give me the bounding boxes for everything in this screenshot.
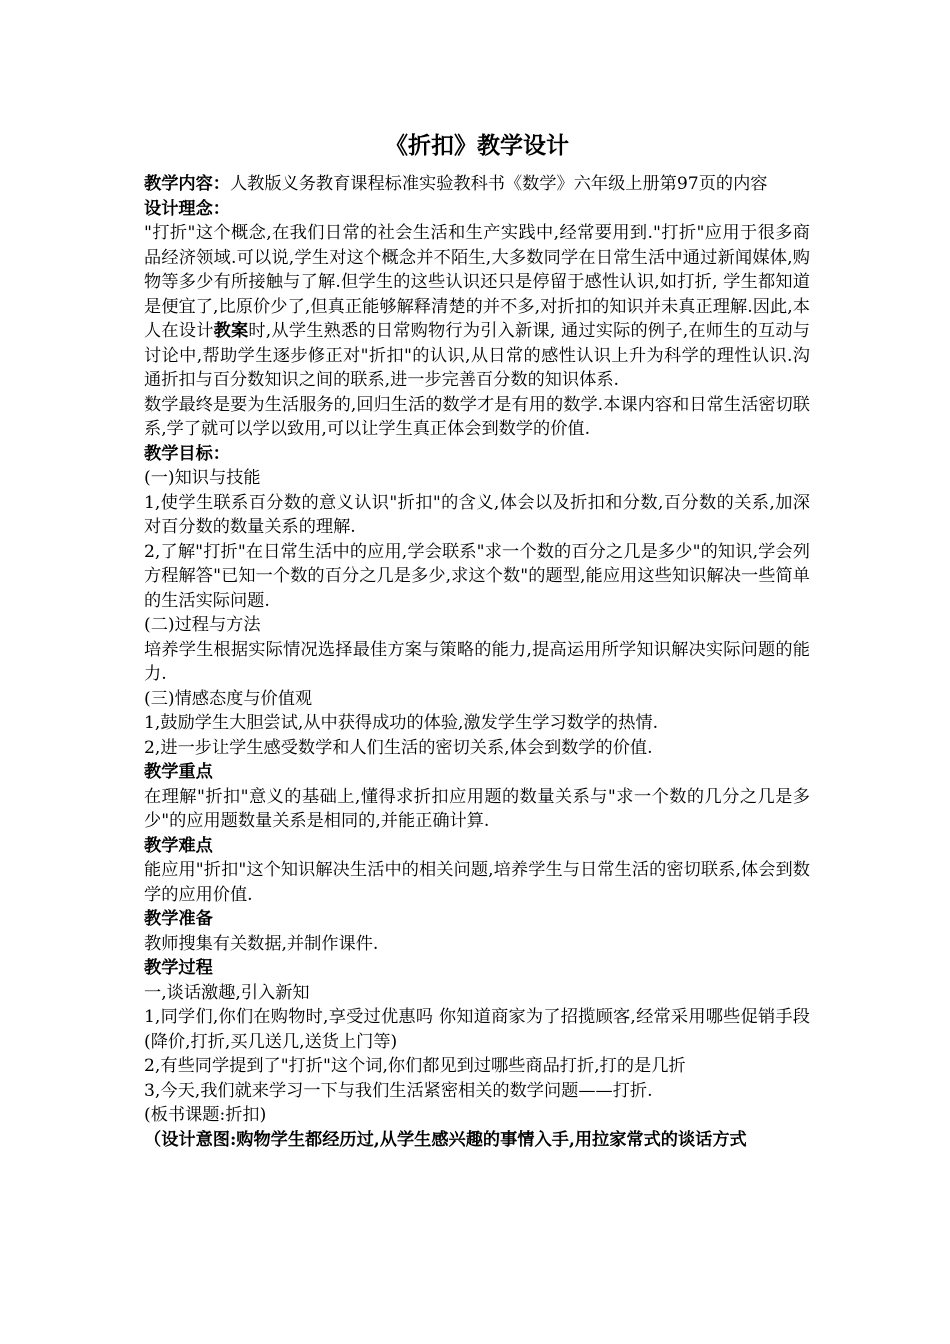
key-points-text: 在理解"折扣"意义的基础上,懂得求折扣应用题的数量关系与"求一个数的几分之几是多少"的应用题数量关系是相同的,并能正确计算. — [144, 786, 810, 831]
design-concept-paragraph-1 — [144, 221, 810, 393]
process-design-intent: （设计意图:购物学生都经历过,从学生感兴趣的事情入手,用拉家常式的谈话方式 — [144, 1129, 747, 1150]
key-points-heading: 教学重点 — [144, 762, 213, 782]
process-line-2: 1,同学们,你们在购物时,享受过优惠吗 你知道商家为了招揽顾客,经常采用哪些促销手段 (降价,打折,买几送几,送货上门等) — [144, 1007, 810, 1052]
document-page — [144, 130, 810, 1152]
goals-section-3-title: (三)情感态度与价值观 — [144, 688, 313, 709]
teaching-content — [144, 172, 810, 197]
goals-section-1-item-2: 2,了解"打折"在日常生活中的应用,学会联系"求一个数的百分之几是多少"的知识,学会列方程解答"已知一个数的百分之几是多少,求这个数"的题型,能应用这些知识解决一些简单的生活实际问题. — [144, 541, 810, 611]
design-concept-text-a: "打折"这个概念,在我们日常的社会生活和生产实践中,经常要用到."打折"应用于很多商品经济领域.可以说,学生对这个概念并不陌生,大多数同学在日常生活中通过新闻媒体,购物等多少有所接触与了解.但学生的这些认识还只是停留于感性认识,如打折, 学生都知道是便宜了,比原价少了,但真正能够解释清楚的并不多,对折扣的知识并未真正理解.因此,本人在设计 — [144, 223, 810, 341]
difficulty-text: 能应用"折扣"这个知识解决生活中的相关问题,培养学生与日常生活的密切联系,体会到数学的应用价值. — [144, 860, 810, 905]
teaching-goals-heading: 教学目标： — [144, 443, 230, 464]
goals-section-3-item-2: 2,进一步让学生感受数学和人们生活的密切关系,体会到数学的价值. — [144, 737, 653, 758]
preparation-text: 教师搜集有关数据,并制作课件. — [144, 933, 379, 954]
goals-section-1-item-1: 1,使学生联系百分数的意义认识"折扣"的含义,体会以及折扣和分数,百分数的关系,加深对百分数的数量关系的理解. — [144, 492, 810, 537]
process-line-5: (板书课题:折扣) — [144, 1105, 267, 1125]
goals-section-2-title: (二)过程与方法 — [144, 615, 261, 635]
document-title: 《折扣》教学设计 — [385, 132, 569, 159]
preparation-heading: 教学准备 — [144, 909, 213, 929]
design-concept-heading: 设计理念： — [144, 198, 230, 219]
process-line-3: 2,有些同学提到了"打折"这个词,你们都见到过哪些商品打折,打的是几折 — [144, 1056, 686, 1076]
goals-section-1-title: (一)知识与技能 — [144, 468, 261, 488]
difficulty-heading: 教学难点 — [144, 835, 213, 856]
process-line-4: 3,今天,我们就来学习一下与我们生活紧密相关的数学问题——打折. — [144, 1080, 653, 1101]
goals-section-2-item-1: 培养学生根据实际情况选择最佳方案与策略的能力,提高运用所学知识解决实际问题的能力. — [144, 639, 810, 684]
design-concept-text-b: 时,从学生熟悉的日常购物行为引入新课, 通过实际的例子,在师生的互动与讨论中,帮助学生逐步修正对"折扣"的认识,从日常的感性认识上升为科学的理性认识.沟通折扣与百分数知识之间的联系,进一步完善百分数的知识体系. — [144, 321, 810, 390]
teaching-content-label: 教学内容： — [144, 174, 230, 194]
goals-section-3-item-1: 1,鼓励学生大胆尝试,从中获得成功的体验,激发学生学习数学的热情. — [144, 713, 659, 733]
process-line-1: 一,谈话激趣,引入新知 — [144, 982, 310, 1003]
process-heading: 教学过程 — [144, 958, 213, 978]
design-concept-bold-word: 教案 — [213, 321, 249, 341]
design-concept-paragraph-2: 数学最终是要为生活服务的,回归生活的数学才是有用的数学.本课内容和日常生活密切联系,学了就可以学以致用,可以让学生真正体会到数学的价值. — [144, 394, 810, 439]
teaching-content-text: 人教版义务教育课程标准实验教科书《数学》六年级上册第97页的内容 — [229, 174, 768, 194]
